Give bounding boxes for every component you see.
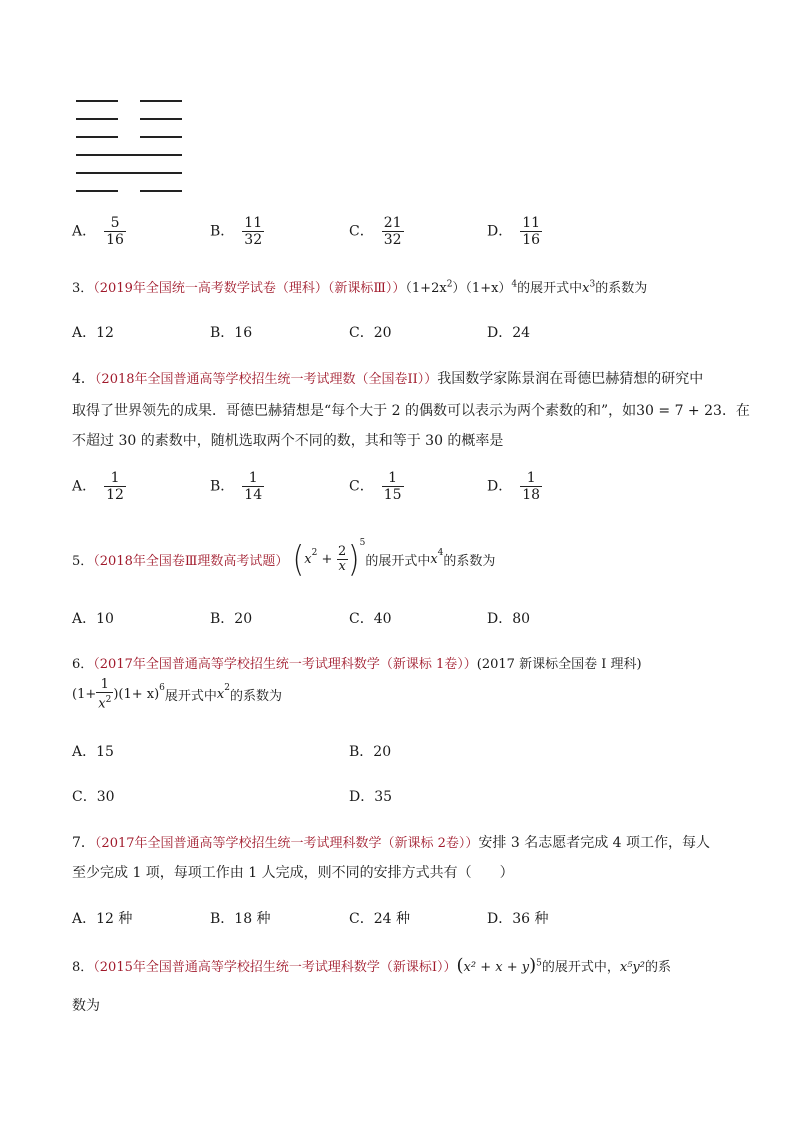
q8-source: （2015年全国普通高等学校招生统一考试理科数学（新课标Ⅰ）） (93, 960, 457, 975)
q5-option-c[interactable]: C．40 (349, 611, 392, 627)
q4-option-d[interactable]: D． $\frac{1}{18}$ (487, 470, 541, 503)
q6-stem-line2: (1+ $\frac{1}{x^2}$ )$(1+ x)^6$展开式中$x^2$的系数为 (72, 677, 283, 712)
q3-source: （2019年全国统一高考数学试卷（理科）（新课标Ⅲ）） (93, 281, 406, 296)
q7-stem-line2: 至少完成 1 项，每项工作由 1 人完成，则不同的安排方式共有（ ） (72, 865, 514, 881)
q2-option-a[interactable]: A． $\frac{5}{16}$ (72, 215, 124, 248)
q7-source: （2017年全国普通高等学校招生统一考试理科数学（新课标 2卷）） (94, 836, 479, 851)
q4-option-c[interactable]: C． $\frac{1}{15}$ (349, 470, 402, 503)
yin-line-left (76, 118, 118, 120)
yin-line-right (140, 190, 182, 192)
yin-line-right (140, 118, 182, 120)
q6-source: （2017年全国普通高等学校招生统一考试理科数学（新课标 1卷）） (93, 657, 477, 672)
q7-stem-line1: 7．（2017年全国普通高等学校招生统一考试理科数学（新课标 2卷））安排 3 名志愿者完成 4 项工作，每人 (72, 835, 711, 851)
q6-option-c[interactable]: C．30 (72, 789, 115, 805)
q6-stem-line1: 6．（2017年全国普通高等学校招生统一考试理科数学（新课标 1卷））(2017 新课标全国卷 I 理科) (72, 657, 642, 672)
q5-stem: 5．（2018年全国卷Ⅲ理数高考试题） ($x^2$ + $\frac{2}{x}$ )$^5$的展开式中$x^4$的系数为 (72, 537, 496, 580)
q7-option-a[interactable]: A．12 种 (72, 911, 133, 927)
q8-stem-line1: 8．（2015年全国普通高等学校招生统一考试理科数学（新课标Ⅰ））(x² + x + y)$^5$的展开式中，x⁵y²的系 (72, 955, 671, 976)
yin-line-left (76, 190, 118, 192)
q6-option-d[interactable]: D．35 (349, 789, 393, 805)
q5-source: （2018年全国卷Ⅲ理数高考试题） (93, 554, 289, 569)
q5-option-d[interactable]: D．80 (487, 611, 531, 627)
q4-stem-line1: 4．（2018年全国普通高等学校招生统一考试理数（全国卷II））我国数学家陈景润在哥德巴赫猜想的研究中 (72, 371, 704, 387)
q4-option-a[interactable]: A． $\frac{1}{12}$ (72, 470, 124, 503)
q3-option-a[interactable]: A．12 (72, 325, 114, 341)
q3-stem: 3．（2019年全国统一高考数学试卷（理科）（新课标$Ⅲ))(1+2x^2)(1+x)^4$的展开式中$x^3$的系数为 (72, 279, 648, 296)
q7-option-c[interactable]: C．24 种 (349, 911, 410, 927)
q5-option-b[interactable]: B．20 (210, 611, 253, 627)
yang-line (76, 154, 182, 156)
q7-option-d[interactable]: D．36 种 (487, 911, 549, 927)
q4-stem-line3: 不超过 30 的素数中，随机选取两个不同的数，其和等于 30 的概率是 (72, 433, 504, 449)
yin-line-right (140, 136, 182, 138)
q4-option-b[interactable]: B． $\frac{1}{14}$ (210, 470, 263, 503)
q2-option-c[interactable]: C． $\frac{21}{32}$ (349, 215, 402, 248)
yin-line-right (140, 100, 182, 102)
q2-option-d[interactable]: D． $\frac{11}{16}$ (487, 215, 541, 248)
q3-option-c[interactable]: C．20 (349, 325, 392, 341)
q4-stem-line2: 取得了世界领先的成果．哥德巴赫猜想是“每个大于 2 的偶数可以表示为两个素数的和”，如30 = 7 + 23．在 (72, 403, 750, 419)
q2-option-b[interactable]: B． $\frac{11}{32}$ (210, 215, 263, 248)
q8-stem-line2: 数为 (72, 998, 100, 1014)
yang-line (76, 172, 182, 174)
yin-line-left (76, 136, 118, 138)
q3-option-b[interactable]: B．16 (210, 325, 253, 341)
q6-option-a[interactable]: A．15 (72, 744, 114, 760)
q6-option-b[interactable]: B．20 (349, 744, 392, 760)
yin-line-left (76, 100, 118, 102)
q3-option-d[interactable]: D．24 (487, 325, 531, 341)
q7-option-b[interactable]: B．18 种 (210, 911, 271, 927)
q5-option-a[interactable]: A．10 (72, 611, 114, 627)
q4-source: （2018年全国普通高等学校招生统一考试理数（全国卷II）） (94, 372, 438, 387)
